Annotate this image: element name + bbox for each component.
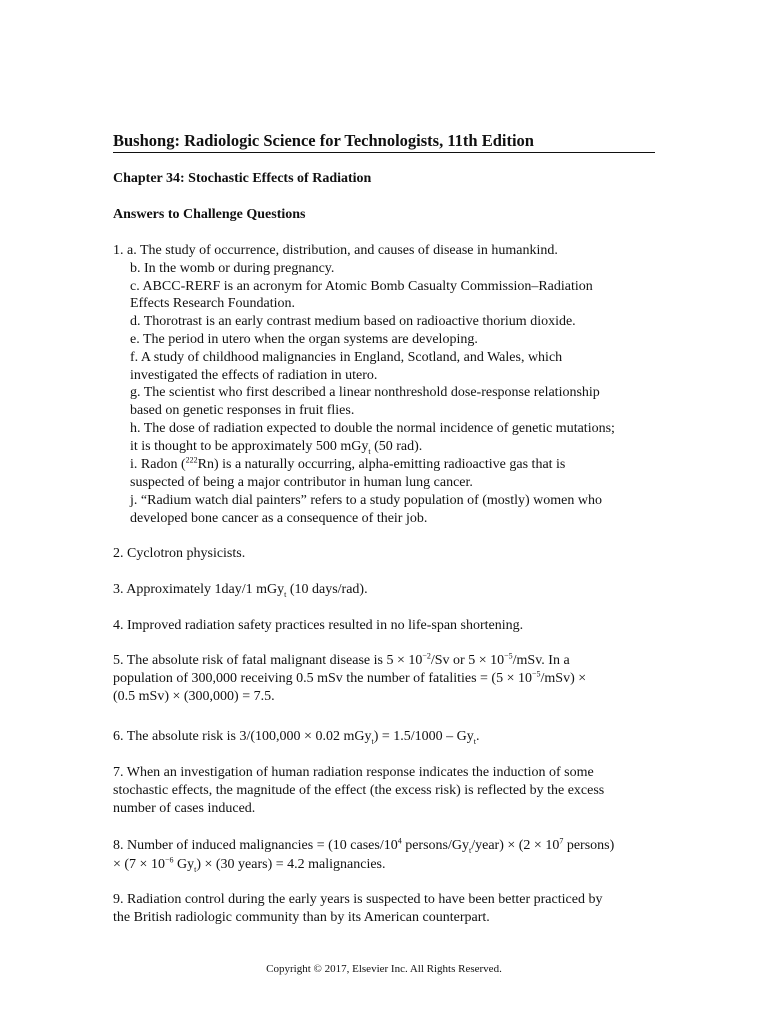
- answer-1c-line1: c. ABCC-RERF is an acronym for Atomic Bomb Casualty Commission–Radiation: [130, 279, 593, 294]
- answer-4: 4. Improved radiation safety practices resulted in no life-span shortening.: [113, 618, 524, 633]
- answer-9-line2: the British radiologic community than by its American counterpart.: [113, 910, 490, 925]
- answer-1i-line2: suspected of being a major contributor in human lung cancer.: [130, 475, 473, 490]
- answer-1g-line2: based on genetic responses in fruit flies.: [130, 403, 355, 418]
- copyright-footer: Copyright © 2017, Elsevier Inc. All Rights Reserved.: [266, 963, 502, 975]
- answer-1c-line2: Effects Research Foundation.: [130, 296, 295, 311]
- answer-1e: e. The period in utero when the organ systems are developing.: [130, 332, 478, 347]
- answer-7-line3: number of cases induced.: [113, 801, 256, 816]
- answer-7-line1: 7. When an investigation of human radiation response indicates the induction of some: [113, 765, 594, 780]
- answer-1j-line1: j. “Radium watch dial painters” refers to a study population of (mostly) women who: [130, 493, 603, 508]
- answer-9-line1: 9. Radiation control during the early years is suspected to have been better practiced by: [113, 892, 603, 907]
- answer-1b: b. In the womb or during pregnancy.: [130, 261, 335, 276]
- answer-1h-line2: it is thought to be approximately 500 mGy$_t$ (50 rad).: [130, 439, 423, 456]
- answer-1i-line1: i. Radon ($^{222}$Rn) is a naturally occurring, alpha-emitting radioactive gas that is: [130, 455, 566, 472]
- answer-6: 6. The absolute risk is 3/(100,000 × 0.02 $mGy_t) = 1.5/1000 - Gy_t$.: [113, 729, 480, 746]
- answer-7-line2: stochastic effects, the magnitude of the effect (the excess risk) is reflected by the excess: [113, 783, 605, 798]
- answer-1j-line2: developed bone cancer as a consequence of their job.: [130, 511, 428, 526]
- answer-1d: d. Thorotrast is an early contrast medium based on radioactive thorium dioxide.: [130, 314, 576, 329]
- answer-5-line1: 5. The absolute risk of fatal malignant disease is $5 \times 10^{-2}/Sv$ or $5 \times 10^{-5}$/mSv. In a: [113, 651, 570, 668]
- answer-5-line2: population of 300,000 receiving 0.5 mSv the number of fatalities = $(5 \times 10^{-5}/mSv)$ ×: [113, 669, 587, 686]
- answer-1f-line1: f. A study of childhood malignancies in England, Scotland, and Wales, which: [130, 350, 563, 365]
- answer-1f-line2: investigated the effects of radiation in utero.: [130, 368, 378, 383]
- answer-1h-line1: h. The dose of radiation expected to double the normal incidence of genetic mutations;: [130, 421, 615, 436]
- chapter-heading: Chapter 34: Stochastic Effects of Radiation: [113, 171, 372, 186]
- answer-1a: 1. a. The study of occurrence, distribution, and causes of disease in humankind.: [113, 243, 558, 258]
- answer-2: 2. Cyclotron physicists.: [113, 546, 246, 561]
- answer-8-line1: 8. Number of induced malignancies = (10 cases/$10^4$ persons/$Gy_t/year) \times (2 \times 10^7$ persons): [113, 836, 615, 855]
- answer-3: 3. Approximately 1day/1 mGy$_t$ (10 days/rad).: [113, 582, 368, 599]
- section-heading: Answers to Challenge Questions: [113, 207, 306, 222]
- answer-8-line2: × ($7 \times 10^{-6}$ $Gy_t) \times (30$ years) = 4.2 malignancies.: [113, 855, 386, 874]
- document-title: Bushong: Radiologic Science for Technologists, 11th Edition: [113, 130, 655, 153]
- answer-5-line3: (0.5 mSv) × (300,000) = 7.5.: [113, 689, 275, 704]
- answer-1g-line1: g. The scientist who first described a linear nonthreshold dose-response relationship: [130, 385, 600, 400]
